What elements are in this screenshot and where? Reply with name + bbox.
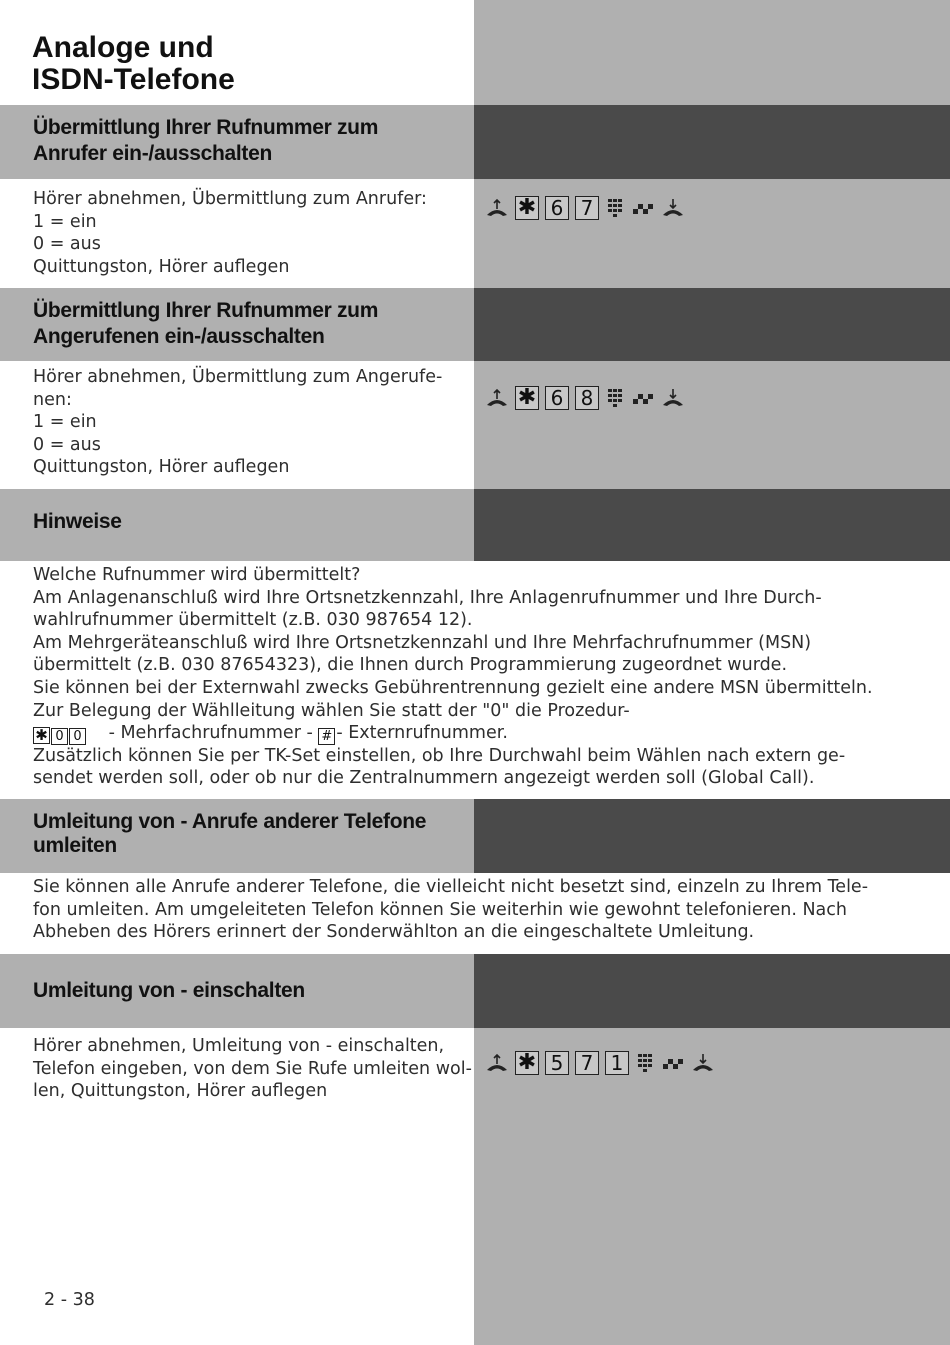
key-digit: 6 xyxy=(545,196,569,220)
section-1-line: Hörer abnehmen, Übermittlung zum Anrufer: xyxy=(33,189,427,209)
section-2-line: Hörer abnehmen, Übermittlung zum Angerufe- xyxy=(33,367,443,387)
section-1-heading-line-1: Übermittlung Ihrer Rufnummer zum xyxy=(33,116,379,139)
page-title-line-2: ISDN-Telefone xyxy=(32,63,235,96)
inline-key-digit: 0 xyxy=(69,728,86,745)
key-digit: 5 xyxy=(545,1051,569,1075)
section-4-heading xyxy=(33,810,426,858)
section-3-line: Zusätzlich können Sie per TK-Set einstellen, ob Ihre Durchwahl beim Wählen nach extern ge- xyxy=(33,745,846,766)
section-1-heading-line-2: Anrufer ein-/ausschalten xyxy=(33,142,273,165)
section-1-key-sequence xyxy=(485,195,691,221)
section-2-heading-line-2: Angerufenen ein-/ausschalten xyxy=(33,325,325,348)
key-digit: 6 xyxy=(545,386,569,410)
section-5-line: Telefon eingeben, von dem Sie Rufe umleiten wol- xyxy=(33,1058,472,1079)
section-5-heading: Umleitung von - einschalten xyxy=(33,979,305,1002)
handset-hang-up-icon xyxy=(661,386,685,410)
section-3-line: Welche Rufnummer wird übermittelt? xyxy=(33,565,361,585)
section-1-heading xyxy=(33,115,378,167)
key-digit: 8 xyxy=(575,386,599,410)
inline-key-star: ✱ xyxy=(33,727,50,744)
section-2-text xyxy=(33,366,442,479)
section-4-heading-line-2: umleiten xyxy=(33,834,117,857)
procedure-text-extern: - Externrufnummer. xyxy=(336,723,508,744)
section-4-heading-line-1: Umleitung von - Anrufe anderer Telefone xyxy=(33,810,427,833)
page-number: 2 - 38 xyxy=(44,1290,95,1310)
handset-lift-icon xyxy=(485,196,509,220)
section-2-line: 1 = ein xyxy=(33,412,97,433)
section-3-line: Sie können bei der Externwahl zwecks Gebührentrennung gezielt eine andere MSN übermitteln. xyxy=(33,677,873,698)
section-2-line: Quittungston, Hörer auflegen xyxy=(33,457,290,478)
section-3-line: Zur Belegung der Wählleitung wählen Sie statt der "0" die Prozedur- xyxy=(33,700,630,721)
section-3-line: übermittelt (z.B. 030 87654323), die Ihnen durch Programmierung zugeordnet wurde. xyxy=(33,655,788,676)
section-2-heading xyxy=(33,298,378,350)
section-4-line: fon umleiten. Am umgeleiteten Telefon können Sie weiterhin wie gewohnt telefonieren. Nach xyxy=(33,899,847,920)
key-star: ✱ xyxy=(515,196,539,220)
section-3-procedure-line xyxy=(33,722,873,745)
section-3-text xyxy=(33,564,873,790)
section-2-heading-line-1: Übermittlung Ihrer Rufnummer zum xyxy=(33,299,379,322)
section-2-line: nen: xyxy=(33,389,72,410)
section-3-line: wahlrufnummer übermittelt (z.B. 030 987654 12). xyxy=(33,610,473,631)
handset-hang-up-icon xyxy=(661,196,685,220)
confirmation-tone-icon xyxy=(661,1051,685,1075)
page-title xyxy=(32,32,235,96)
section-3-line: Am Anlagenanschluß wird Ihre Ortsnetzkennzahl, Ihre Anlagenrufnummer und Ihre Durch- xyxy=(33,587,822,608)
section-3-header-band xyxy=(0,489,950,561)
keypad-icon xyxy=(605,386,625,410)
inline-key-digit: 0 xyxy=(51,728,68,745)
key-star: ✱ xyxy=(515,386,539,410)
section-4-line: Abheben des Hörers erinnert der Sonderwählton an die eingeschaltete Umleitung. xyxy=(33,922,755,943)
section-5-key-sequence xyxy=(485,1050,721,1076)
handset-lift-icon xyxy=(485,1051,509,1075)
page-title-line-1: Analoge und xyxy=(32,31,214,64)
keypad-icon xyxy=(605,196,625,220)
procedure-text-msn: - Mehrfachrufnummer - xyxy=(108,723,313,744)
key-digit: 7 xyxy=(575,1051,599,1075)
section-3-line: Am Mehrgeräteanschluß wird Ihre Ortsnetzkennzahl und Ihre Mehrfachrufnummer (MSN) xyxy=(33,632,812,653)
key-digit: 7 xyxy=(575,196,599,220)
section-3-heading: Hinweise xyxy=(33,510,122,533)
section-5-text xyxy=(33,1035,472,1103)
section-3-line: sendet werden soll, oder ob nur die Zentralnummern angezeigt werden soll (Global Call). xyxy=(33,768,815,789)
section-1-line: Quittungston, Hörer auflegen xyxy=(33,256,290,277)
inline-key-hash: # xyxy=(318,728,335,745)
section-5-line: len, Quittungston, Hörer auflegen xyxy=(33,1081,328,1102)
confirmation-tone-icon xyxy=(631,196,655,220)
section-1-text xyxy=(33,188,427,278)
section-2-line: 0 = aus xyxy=(33,434,101,455)
keypad-icon xyxy=(635,1051,655,1075)
section-1-line: 1 = ein xyxy=(33,211,97,232)
handset-lift-icon xyxy=(485,386,509,410)
section-2-key-sequence xyxy=(485,385,691,411)
section-4-line: Sie können alle Anrufe anderer Telefone, die vielleicht nicht besetzt sind, einzeln zu Ihrem Tele- xyxy=(33,877,869,897)
section-1-line: 0 = aus xyxy=(33,234,101,255)
key-star: ✱ xyxy=(515,1051,539,1075)
section-4-text xyxy=(33,876,868,944)
section-5-line: Hörer abnehmen, Umleitung von - einschalten, xyxy=(33,1036,445,1056)
key-digit: 1 xyxy=(605,1051,629,1075)
confirmation-tone-icon xyxy=(631,386,655,410)
handset-hang-up-icon xyxy=(691,1051,715,1075)
